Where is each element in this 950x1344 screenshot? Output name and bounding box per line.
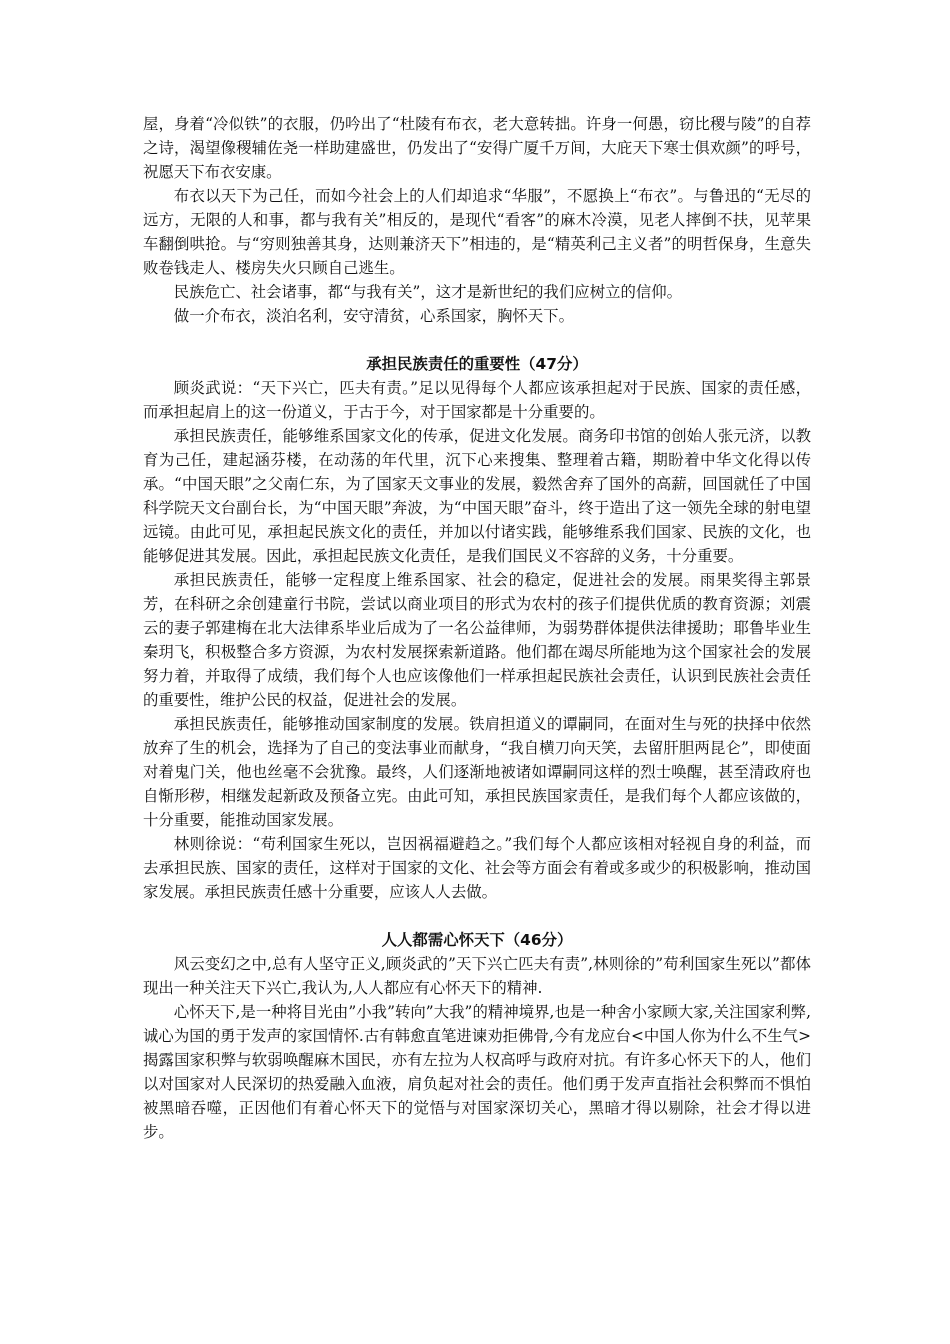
section-title: 承担民族责任的重要性（47分） <box>366 355 588 373</box>
section-title: 人人都需心怀天下（46分） <box>381 931 573 949</box>
paragraph: 做一介布衣，淡泊名利，安守清贫，心系国家，胸怀天下。 <box>173 307 574 325</box>
section-spacer <box>143 904 811 928</box>
section-spacer <box>143 328 811 352</box>
paragraph: 承担民族责任，能够一定程度上维系国家、社会的稳定，促进社会的发展。雨果奖得主郭景芳，在科研之余创建童行书院，尝试以商业项目的形式为农村的孩子们提供优质的教育资源；刘震云的妻子郭建梅在北大法律系毕业后成为了一名公益律师，为弱势群体提供法律援助；耶鲁毕业生秦玥飞，积极整合多方资源，为农村发展探索新道路。他们都在竭尽所能地为这个国家社会的发展努力着，并取得了成绩，我们每个人也应该像他们一样承担起民族社会责任，认识到民族社会责任的重要性，维护公民的权益，促进社会的发展。 <box>143 571 811 709</box>
paragraph: 林则徐说：“苟利国家生死以，岂因祸福避趋之。”我们每个人都应该相对轻视自身的利益，而去承担民族、国家的责任，这样对于国家的文化、社会等方面会有着或多或少的积极影响，推动国家发展。承担民族责任感十分重要，应该人人去做。 <box>143 835 811 901</box>
paragraph: 民族危亡、社会诸事，都“与我有关”，这才是新世纪的我们应树立的信仰。 <box>173 283 683 301</box>
paragraph: 承担民族责任，能够维系国家文化的传承，促进文化发展。商务印书馆的创始人张元济，以教育为己任，建起涵芬楼，在动荡的年代里，沉下心来搜集、整理着古籍，期盼着中华文化得以传承。“中国天眼”之父南仁东，为了国家天文事业的发展，毅然舍弃了国外的高薪，回国就任了中国科学院天文台副台长，为“中国天眼”奔波，为“中国天眼”奋斗，终于造出了这一领先全球的射电望远镜。由此可见，承担起民族文化的责任，并加以付诸实践，能够维系我们国家、民族的文化，也能够促进其发展。因此，承担起民族文化责任，是我们国民义不容辞的义务，十分重要。 <box>143 427 811 565</box>
paragraph: 布衣以天下为己任，而如今社会上的人们却追求“华服”，不愿换上“布衣”。与鲁迅的“无尽的远方，无限的人和事，都与我有关”相反的，是现代“看客”的麻木冷漠，见老人摔倒不扶，见苹果车翻倒哄抢。与“穷则独善其身，达则兼济天下”相违的，是“精英利己主义者”的明哲保身，生意失败卷钱走人、楼房失火只顾自己逃生。 <box>143 187 811 277</box>
section-1 <box>143 112 811 328</box>
section-3 <box>143 928 811 1144</box>
paragraph: 心怀天下,是一种将目光由”小我”转向”大我”的精神境界,也是一种舍小家顾大家,关注国家利弊,诚心为国的勇于发声的家国情怀.古有韩愈直笔进谏劝拒佛骨,今有龙应台<中国人你为什么不生气>揭露国家积弊与软弱唤醒麻木国民，亦有左拉为人权高呼与政府对抗。有许多心怀天下的人，他们以对国家对人民深切的热爱融入血液，肩负起对社会的责任。他们勇于发声直指社会积弊而不惧怕被黑暗吞噬，正因他们有着心怀天下的觉悟与对国家深切关心，黑暗才得以剔除，社会才得以进步。 <box>143 1003 811 1141</box>
paragraph: 屋，身着“冷似铁”的衣服，仍吟出了“杜陵有布衣，老大意转拙。许身一何愚，窃比稷与陵”的自荐之诗，渴望像稷辅佐尧一样助建盛世，仍发出了“安得广厦千万间，大庇天下寒士俱欢颜”的呼号，祝愿天下布衣安康。 <box>143 115 811 181</box>
paragraph: 顾炎武说：“天下兴亡，匹夫有责。”足以见得每个人都应该承担起对于民族、国家的责任感，而承担起肩上的这一份道义，于古于今，对于国家都是十分重要的。 <box>143 379 811 421</box>
section-2 <box>143 352 811 904</box>
document-page <box>143 112 811 1144</box>
paragraph: 风云变幻之中,总有人坚守正义,顾炎武的”天下兴亡匹夫有责”,林则徐的”苟利国家生死以”都体现出一种关注天下兴亡,我认为,人人都应有心怀天下的精神. <box>143 955 811 997</box>
paragraph: 承担民族责任，能够推动国家制度的发展。铁肩担道义的谭嗣同，在面对生与死的抉择中依然放弃了生的机会，选择为了自己的变法事业而献身，“我自横刀向天笑，去留肝胆两昆仑”，即使面对着鬼门关，他也丝毫不会犹豫。最终，人们逐渐地被诸如谭嗣同这样的烈士唤醒，甚至清政府也自惭形秽，相继发起新政及预备立宪。由此可知，承担民族国家责任，是我们每个人都应该做的，十分重要，能推动国家发展。 <box>143 715 811 829</box>
